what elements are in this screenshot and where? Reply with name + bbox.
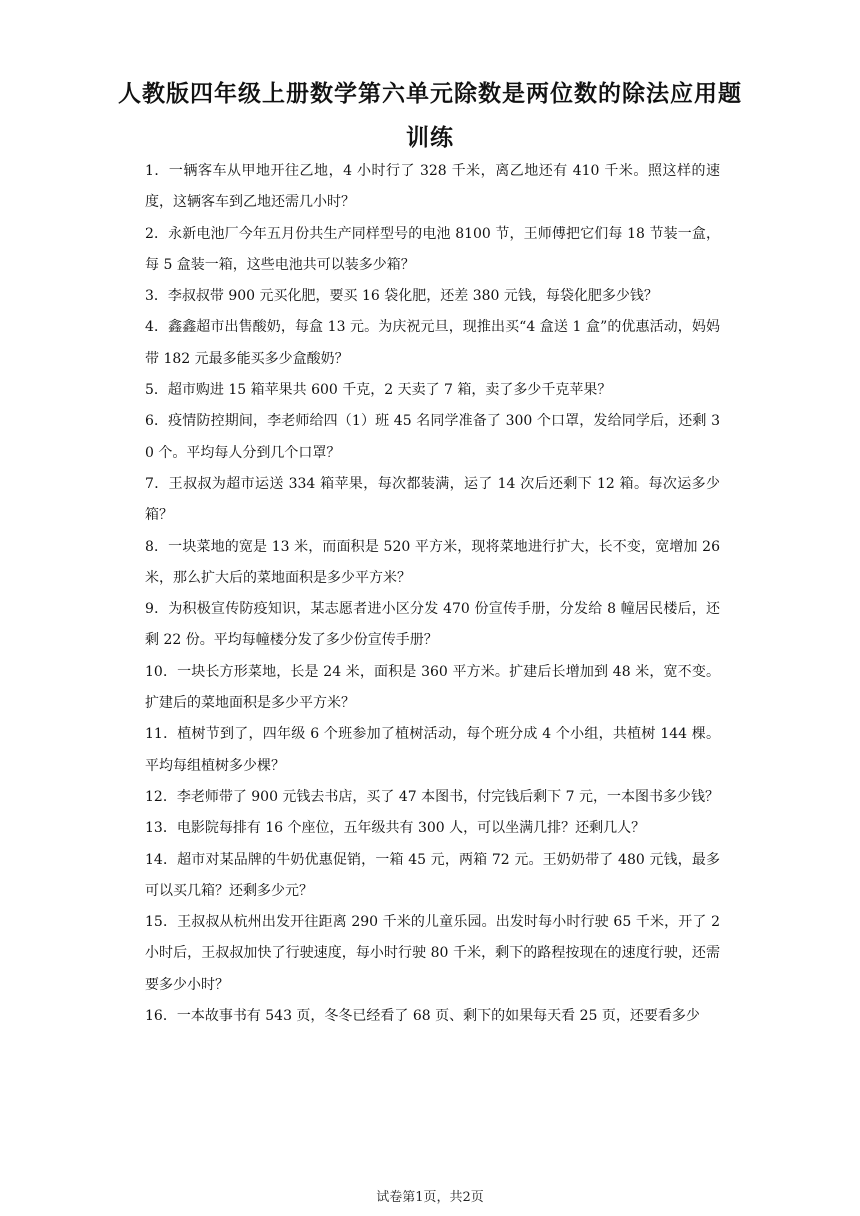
- question-7: 7．王叔叔为超市运送 334 箱苹果，每次都装满，运了 14 次后还剩下 12 箱。每次运多少箱？: [145, 475, 720, 524]
- question-11: 11．植树节到了，四年级 6 个班参加了植树活动，每个班分成 4 个小组，共植树 144 棵。平均每组植树多少棵？: [145, 726, 720, 774]
- document-title-line1: 人教版四年级上册数学第六单元除数是两位数的除法应用题: [118, 81, 742, 107]
- question-10: 10．一块长方形菜地，长是 24 米，面积是 360 平方米。扩建后长增加到 48 米，宽不变。扩建后的菜地面积是多少平方米？: [145, 663, 720, 712]
- question-15: 15．王叔叔从杭州出发开往距离 290 千米的儿童乐园。出发时每小时行驶 65 千米，开了 2 小时后，王叔叔加快了行驶速度，每小时行驶 80 千米，剩下的路程按现在的速度行驶，还需要多少小时？: [145, 914, 720, 993]
- question-12: 12．李老师带了 900 元钱去书店，买了 47 本图书，付完钱后剩下 7 元，一本图书多少钱？: [145, 788, 719, 805]
- question-8: 8．一块菜地的宽是 13 米，而面积是 520 平方米，现将菜地进行扩大，长不变，宽增加 26 米，那么扩大后的菜地面积是多少平方米？: [145, 538, 720, 586]
- question-13: 13．电影院每排有 16 个座位，五年级共有 300 人，可以坐满几排？还剩几人？: [145, 820, 646, 837]
- question-14: 14．超市对某品牌的牛奶优惠促销，一箱 45 元，两箱 72 元。王奶奶带了 480 元钱，最多可以买几箱？还剩多少元？: [145, 851, 720, 899]
- question-1: 1．一辆客车从甲地开往乙地，4 小时行了 328 千米，离乙地还有 410 千米。照这样的速度，这辆客车到乙地还需几小时？: [145, 163, 720, 211]
- question-2: 2．永新电池厂今年五月份共生产同样型号的电池 8100 节，王师傅把它们每 18 节装一盒，每 5 盒装一箱，这些电池共可以装多少箱？: [145, 225, 720, 273]
- question-9: 9．为积极宣传防疫知识，某志愿者进小区分发 470 份宣传手册，分发给 8 幢居民楼后，还剩 22 份。平均每幢楼分发了多少份宣传手册？: [145, 601, 720, 649]
- question-4: 4．鑫鑫超市出售酸奶，每盒 13 元。为庆祝元旦，现推出买“4 盒送 1 盒”的优惠活动，妈妈带 182 元最多能买多少盒酸奶？: [145, 319, 720, 367]
- document-title-line2: 训练: [406, 125, 454, 151]
- page-footer: 试卷第1页，共2页: [376, 1190, 484, 1205]
- question-6: 6．疫情防控期间，李老师给四（1）班 45 名同学准备了 300 个口罩，发给同学后，还剩 30 个。平均每人分到几个口罩？: [145, 413, 720, 461]
- question-3: 3．李叔叔带 900 元买化肥，要买 16 袋化肥，还差 380 元钱，每袋化肥多少钱？: [145, 288, 658, 305]
- question-5: 5．超市购进 15 箱苹果共 600 千克，2 天卖了 7 箱，卖了多少千克苹果？: [145, 382, 612, 399]
- question-list: [145, 156, 720, 1032]
- question-16: 16．一本故事书有 543 页，冬冬已经看了 68 页、剩下的如果每天看 25 页，还要看多少: [145, 1008, 700, 1025]
